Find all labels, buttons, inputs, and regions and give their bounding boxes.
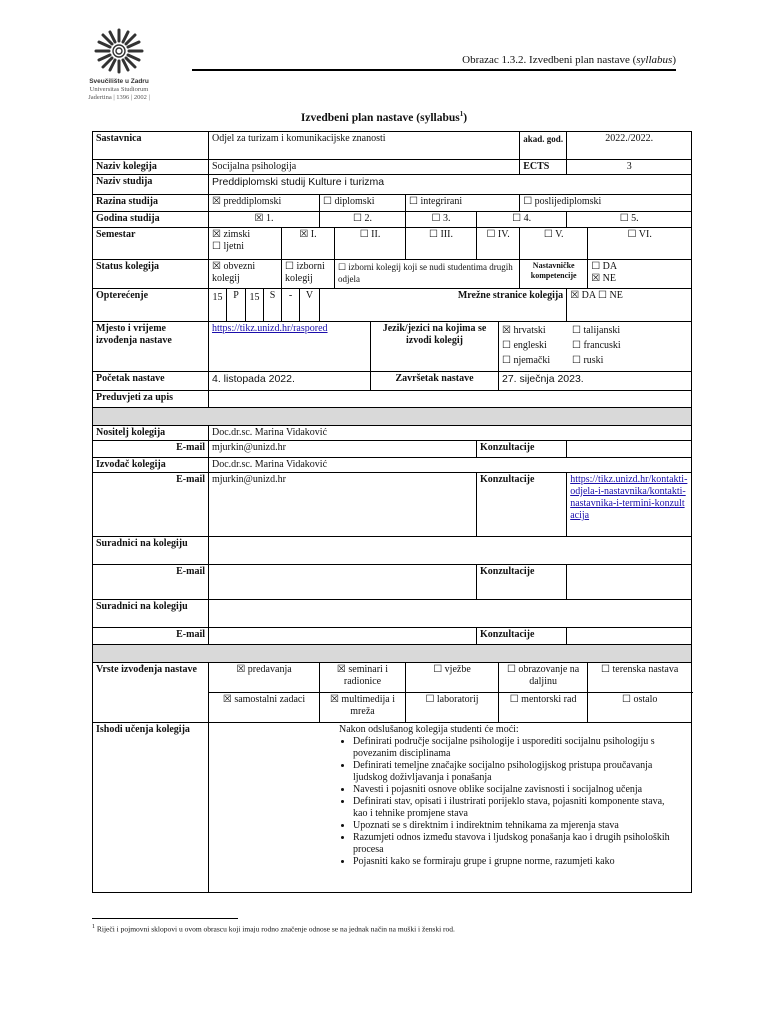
- godina-3[interactable]: ☐ 3.: [406, 212, 477, 228]
- jezik-ruski[interactable]: ☐ ruski: [572, 355, 604, 366]
- semestar-6[interactable]: ☐ VI.: [588, 228, 692, 260]
- row-mjesto: [93, 322, 692, 372]
- razina-preddiplomski[interactable]: ☒ preddiplomski: [209, 195, 320, 212]
- suradnici-1-konzultacije-label: Konzultacije: [477, 565, 567, 600]
- ishod-item: • Pojasniti kako se formiraju grupe i grupne norme, razumjeti kako: [353, 856, 671, 868]
- row-naziv-studija: [93, 175, 692, 195]
- vrste-laboratorij[interactable]: ☐ laboratorij: [406, 693, 499, 723]
- vrste-multimedija[interactable]: ☒ multimedija i mreža: [320, 693, 406, 723]
- gray-divider: [93, 408, 692, 426]
- izvodac-label: Izvođač kolegija: [93, 458, 209, 473]
- row-status: [93, 260, 692, 289]
- row-preduvjeti: [93, 391, 692, 408]
- godina-2[interactable]: ☐ 2.: [320, 212, 406, 228]
- university-years: Jadertina | 1396 | 2002 |: [88, 93, 150, 101]
- form-label: Obrazac 1.3.2. Izvedbeni plan nastave (syllabus): [462, 54, 676, 66]
- akad-god-label: akad. god.: [520, 132, 567, 160]
- izvodac-email-label: E-mail: [93, 473, 209, 537]
- row-semestar: [93, 228, 692, 260]
- ishod-item: • Definirati stav, opisati i ilustrirati porijeklo stava, pojasniti komponente stava, kao i tehnike promjene stava: [353, 796, 671, 820]
- izvodac-konzultacije-value: [567, 473, 692, 537]
- university-latin-name: Universitas Studiorum: [89, 86, 149, 93]
- pocetak-value: 4. listopada 2022.: [209, 372, 371, 391]
- mrezne-stranice-label: Mrežne stranice kolegija: [320, 289, 567, 322]
- preduvjeti-label: Preduvjeti za upis: [93, 391, 209, 408]
- suradnici-1-label: Suradnici na kolegiju: [93, 537, 209, 565]
- opterecenje-p-label: P: [227, 289, 246, 322]
- nositelj-konzultacije-label: Konzultacije: [477, 441, 567, 458]
- suradnici-2-value: [209, 600, 692, 628]
- konzultacije-link[interactable]: https://tikz.unizd.hr/kontakti-odjela-i-nastavnika/kontakti-nastavnika-i-termini-konzultacija: [570, 474, 688, 521]
- jezik-label: Jezik/jezici na kojima se izvodi kolegij: [371, 322, 499, 372]
- razina-poslijediplomski[interactable]: ☐ poslijediplomski: [520, 195, 692, 212]
- nositelj-email-label: E-mail: [93, 441, 209, 458]
- status-izborni[interactable]: ☐ izborni kolegij: [282, 260, 335, 289]
- godina-1[interactable]: ☒ 1.: [209, 212, 320, 228]
- preduvjeti-value: [209, 391, 692, 408]
- university-name: Sveučilište u Zadru: [89, 78, 149, 85]
- godina-label: Godina studija: [93, 212, 209, 228]
- footnote: $^1$ Riječi i pojmovni sklopovi u ovom obrascu koji imaju rodno značenje odnose se na jednak način na muški i ženski rod.: [92, 924, 455, 934]
- mjesto-label: Mjesto i vrijeme izvođenja nastave: [93, 322, 209, 372]
- row-naziv-kolegija: [93, 160, 692, 175]
- row-izvodac-email: [93, 473, 692, 537]
- footnote-rule: [92, 918, 238, 919]
- zavrsetak-label: Završetak nastave: [371, 372, 499, 391]
- naziv-studija-label: Naziv studija: [93, 175, 209, 195]
- jezik-hrvatski[interactable]: ☒ hrvatski: [502, 325, 546, 336]
- vrste-mentorski[interactable]: ☐ mentorski rad: [499, 693, 588, 723]
- vrste-predavanja[interactable]: ☒ predavanja: [209, 663, 320, 693]
- naziv-kolegija-label: Naziv kolegija: [93, 160, 209, 175]
- row-razina: [93, 195, 692, 212]
- vrste-samostalni[interactable]: ☒ samostalni zadaci: [209, 693, 320, 723]
- semestar-3[interactable]: ☐ III.: [406, 228, 477, 260]
- sastavnica-label: Sastavnica: [93, 132, 209, 160]
- nositelj-email-value[interactable]: mjurkin@unizd.hr: [209, 441, 477, 458]
- jezik-options: [499, 322, 692, 372]
- document-title: Izvedbeni plan nastave (syllabus$^1$): [300, 110, 468, 124]
- row-sastavnica: [93, 132, 692, 160]
- ishodi-list: [339, 736, 671, 868]
- nastavnicke-kompetencije-options: [588, 260, 692, 289]
- izvodac-value: Doc.dr.sc. Marina Vidaković: [209, 458, 692, 473]
- row-pocetak: [93, 372, 692, 391]
- opterecenje-v-value: -: [282, 289, 300, 322]
- raspored-link[interactable]: https://tikz.unizd.hr/raspored: [212, 323, 328, 334]
- ishod-item: • Definirati područje socijalne psihologije i usporediti socijalnu psihologiju s povezanim disciplinama: [353, 736, 671, 760]
- header-rule: [192, 69, 676, 71]
- semestar-ljetni[interactable]: ☐ ljetni: [212, 241, 245, 252]
- ishod-item: • Upoznati se s direktnim i indirektnim tehnikama za mjerenja stava: [353, 820, 671, 832]
- razina-integrirani[interactable]: ☐ integrirani: [406, 195, 520, 212]
- jezik-njemacki[interactable]: ☐ njemački: [502, 355, 551, 366]
- row-suradnici-2: [93, 600, 692, 628]
- jezik-talijanski[interactable]: ☐ talijanski: [572, 325, 621, 336]
- jezik-francuski[interactable]: ☐ francuski: [572, 340, 621, 351]
- razina-label: Razina studija: [93, 195, 209, 212]
- suradnici-2-email-label: E-mail: [93, 628, 209, 645]
- vrste-daljinu[interactable]: ☐ obrazovanje na daljinu: [499, 663, 588, 693]
- naziv-studija-value: Preddiplomski studij Kulture i turizma: [209, 175, 692, 195]
- ishodi-intro: Nakon odslušanog kolegija studenti će moći:: [339, 724, 519, 735]
- semestar-5[interactable]: ☐ V.: [520, 228, 588, 260]
- semestar-label: Semestar: [93, 228, 209, 260]
- sastavnica-value: Odjel za turizam i komunikacijske znanosti: [209, 132, 520, 160]
- naziv-kolegija-value: Socijalna psihologija: [209, 160, 520, 175]
- ishod-item: • Definirati temeljne značajke socijalno psihologijskog pristupa proučavanja ljudskog doživljavanja i ponašanja: [353, 760, 671, 784]
- row-nositelj: [93, 426, 692, 441]
- opterecenje-label: Opterećenje: [93, 289, 209, 322]
- suradnici-2-konzultacije-label: Konzultacije: [477, 628, 567, 645]
- suradnici-2-label: Suradnici na kolegiju: [93, 600, 209, 628]
- row-nositelj-email: [93, 441, 692, 458]
- opterecenje-s-label: S: [264, 289, 282, 322]
- status-obvezni[interactable]: ☒ obvezni kolegij: [209, 260, 282, 289]
- university-emblem-icon: [91, 26, 147, 76]
- godina-4[interactable]: ☐ 4.: [477, 212, 567, 228]
- row-vrste-1: [93, 663, 692, 693]
- ishodi-content: [209, 723, 692, 893]
- row-izvodac: [93, 458, 692, 473]
- semestar-season: [209, 228, 282, 260]
- mjesto-value: [209, 322, 371, 372]
- vrste-ostalo[interactable]: ☐ ostalo: [588, 693, 692, 723]
- ishod-item: • Razumjeti odnos između stavova i ljudskog ponašanja kao i drugih psiholoških procesa: [353, 832, 671, 856]
- opterecenje-v-label: V: [300, 289, 320, 322]
- gray-divider: [93, 645, 692, 663]
- suradnici-2-email-value[interactable]: [209, 628, 477, 645]
- row-godina: [93, 212, 692, 228]
- opterecenje-s-value: 15: [246, 289, 264, 322]
- akad-god-value: 2022./2022.: [567, 132, 692, 160]
- izvodac-konzultacije-label: Konzultacije: [477, 473, 567, 537]
- suradnici-1-email-value[interactable]: [209, 565, 477, 600]
- ects-value: 3: [567, 160, 692, 175]
- suradnici-2-konzultacije-value: [567, 628, 692, 645]
- mrezne-stranice-value[interactable]: ☒ DA ☐ NE: [567, 289, 692, 322]
- ishod-item: • Navesti i pojasniti osnove oblike socijalne zavisnosti i socijalnog učenja: [353, 784, 671, 796]
- section-divider-2: [93, 645, 692, 663]
- nositelj-value: Doc.dr.sc. Marina Vidaković: [209, 426, 692, 441]
- section-divider-1: [93, 408, 692, 426]
- nositelj-label: Nositelj kolegija: [93, 426, 209, 441]
- jezik-engleski[interactable]: ☐ engleski: [502, 340, 547, 351]
- row-ishodi: [93, 723, 692, 893]
- nastavnicke-kompetencije-label: Nastavničke kompetencije: [520, 260, 588, 289]
- university-logo: [82, 26, 156, 101]
- vrste-vjezbe[interactable]: ☐ vježbe: [406, 663, 499, 693]
- status-izborni-drugi[interactable]: ☐ izborni kolegij koji se nudi studentima drugih odjela: [335, 260, 520, 289]
- status-label: Status kolegija: [93, 260, 209, 289]
- ishodi-label: Ishodi učenja kolegija: [93, 723, 209, 893]
- suradnici-1-value: [209, 537, 692, 565]
- nositelj-konzultacije-value: [567, 441, 692, 458]
- opterecenje-p-value: 15: [209, 289, 227, 322]
- syllabus-table: [92, 131, 692, 893]
- semestar-zimski[interactable]: ☒ zimski: [212, 229, 251, 240]
- pocetak-label: Početak nastave: [93, 372, 209, 391]
- vrste-terenska[interactable]: ☐ terenska nastava: [588, 663, 692, 693]
- row-opterecenje: [93, 289, 692, 322]
- semestar-1[interactable]: ☒ I.: [282, 228, 335, 260]
- zavrsetak-value: 27. siječnja 2023.: [499, 372, 692, 391]
- suradnici-1-email-label: E-mail: [93, 565, 209, 600]
- godina-5[interactable]: ☐ 5.: [567, 212, 692, 228]
- semestar-4[interactable]: ☐ IV.: [477, 228, 520, 260]
- vrste-label: Vrste izvođenja nastave: [93, 663, 209, 723]
- vrste-seminari[interactable]: ☒ seminari i radionice: [320, 663, 406, 693]
- row-suradnici-2-email: [93, 628, 692, 645]
- ects-label: ECTS: [520, 160, 567, 175]
- nk-ne[interactable]: ☒ NE: [591, 273, 616, 284]
- izvodac-email-value[interactable]: mjurkin@unizd.hr: [209, 473, 477, 537]
- razina-diplomski[interactable]: ☐ diplomski: [320, 195, 406, 212]
- row-suradnici-1-email: [93, 565, 692, 600]
- nk-da[interactable]: ☐ DA: [591, 261, 618, 272]
- row-suradnici-1: [93, 537, 692, 565]
- suradnici-1-konzultacije-value: [567, 565, 692, 600]
- semestar-2[interactable]: ☐ II.: [335, 228, 406, 260]
